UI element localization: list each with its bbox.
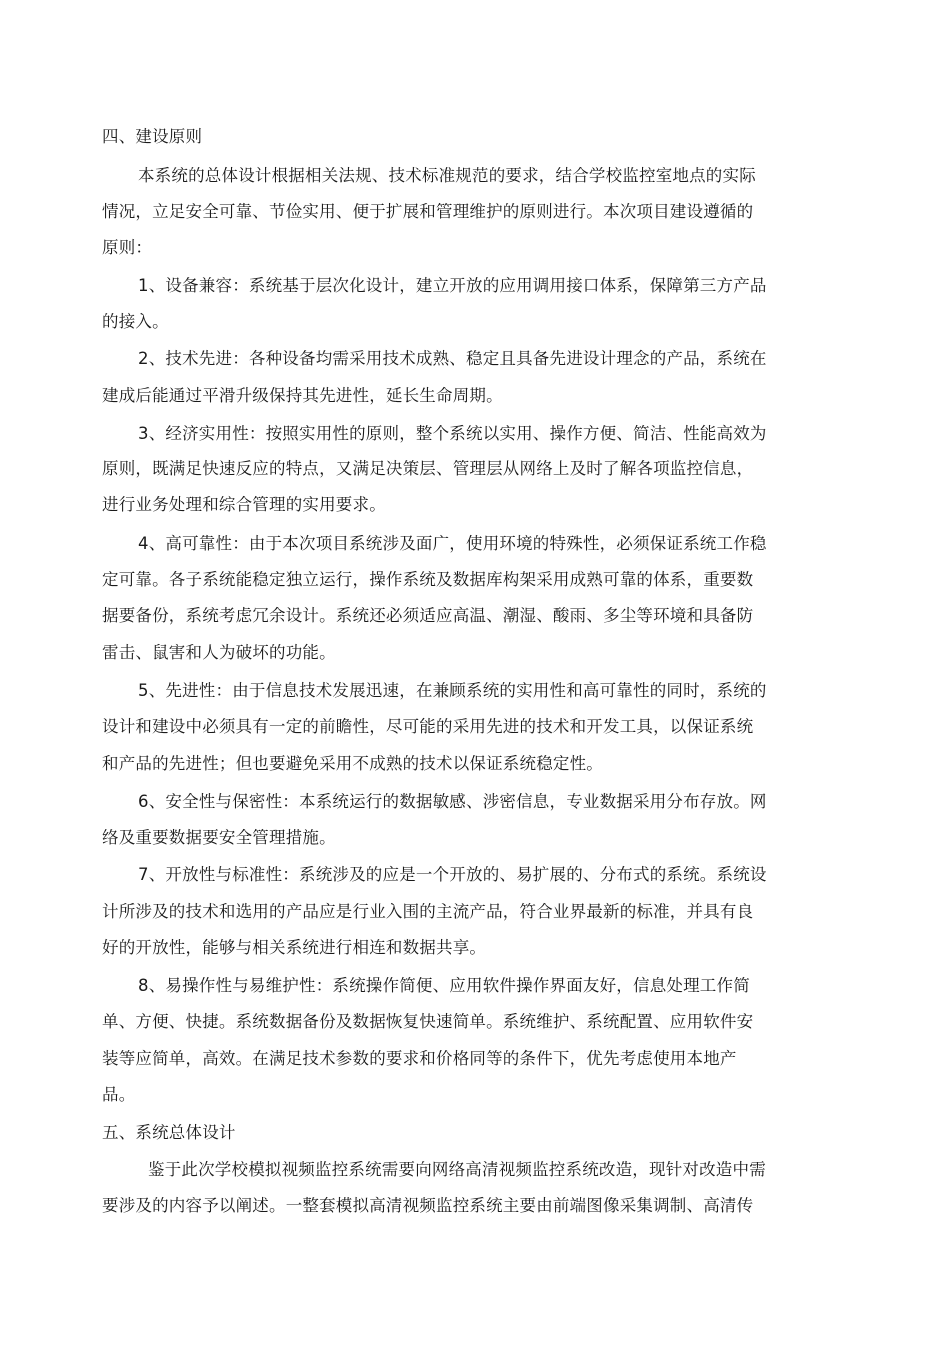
paragraph-line: 本系统的总体设计根据相关法规、技术标准规范的要求，结合学校监控室地点的实际 xyxy=(138,166,756,185)
paragraph-line: 据要备份，系统考虑冗余设计。系统还必须适应高温、潮湿、酸雨、多尘等环境和具备防 xyxy=(102,606,754,625)
paragraph-line: 雷击、鼠害和人为破坏的功能。 xyxy=(102,643,336,662)
paragraph-line: 2、技术先进：各种设备均需采用技术成熟、稳定且具备先进设计理念的产品，系统在 xyxy=(138,349,767,368)
paragraph-line: 进行业务处理和综合管理的实用要求。 xyxy=(102,495,386,514)
paragraph-line: 装等应简单，高效。在满足技术参数的要求和价格同等的条件下，优先考虑使用本地产 xyxy=(102,1049,737,1068)
paragraph-line: 的接入。 xyxy=(102,312,169,331)
paragraph-line: 好的开放性，能够与相关系统进行相连和数据共享。 xyxy=(102,938,487,957)
paragraph-line: 5、先进性：由于信息技术发展迅速，在兼顾系统的实用性和高可靠性的同时，系统的 xyxy=(138,681,767,700)
paragraph-line: 计所涉及的技术和选用的产品应是行业入围的主流产品，符合业界最新的标准，并具有良 xyxy=(102,902,754,921)
section-heading: 五、系统总体设计 xyxy=(102,1123,236,1142)
paragraph-line: 和产品的先进性；但也要避免采用不成熟的技术以保证系统稳定性。 xyxy=(102,754,603,773)
paragraph-line: 建成后能通过平滑升级保持其先进性，延长生命周期。 xyxy=(102,386,503,405)
paragraph-line: 定可靠。各子系统能稳定独立运行，操作系统及数据库构架采用成熟可靠的体系，重要数 xyxy=(102,570,754,589)
paragraph-line: 6、安全性与保密性：本系统运行的数据敏感、涉密信息，专业数据采用分布存放。网 xyxy=(138,792,767,811)
paragraph-line: 1、设备兼容：系统基于层次化设计，建立开放的应用调用接口体系，保障第三方产品 xyxy=(138,276,767,295)
paragraph-line: 络及重要数据要安全管理措施。 xyxy=(102,828,336,847)
paragraph-line: 设计和建设中必须具有一定的前瞻性，尽可能的采用先进的技术和开发工具，以保证系统 xyxy=(102,717,754,736)
paragraph-line: 单、方便、快捷。系统数据备份及数据恢复快速简单。系统维护、系统配置、应用软件安 xyxy=(102,1012,754,1031)
paragraph-line: 8、易操作性与易维护性：系统操作简便、应用软件操作界面友好，信息处理工作简 xyxy=(138,976,750,995)
paragraph-line: 原则： xyxy=(102,238,153,257)
paragraph-line: 原则，既满足快速反应的特点，又满足决策层、管理层从网络上及时了解各项监控信息， xyxy=(102,459,754,478)
paragraph-line: 情况，立足安全可靠、节俭实用、便于扩展和管理维护的原则进行。本次项目建设遵循的 xyxy=(102,202,754,221)
paragraph-line: 3、经济实用性：按照实用性的原则，整个系统以实用、操作方便、简洁、性能高效为 xyxy=(138,424,767,443)
paragraph-line: 4、高可靠性：由于本次项目系统涉及面广，使用环境的特殊性，必须保证系统工作稳 xyxy=(138,534,767,553)
section-heading: 四、建设原则 xyxy=(102,127,203,146)
paragraph-line: 7、开放性与标准性：系统涉及的应是一个开放的、易扩展的、分布式的系统。系统设 xyxy=(138,865,767,884)
paragraph-line: 品。 xyxy=(102,1085,136,1104)
paragraph-line: 要涉及的内容予以阐述。一整套模拟高清视频监控系统主要由前端图像采集调制、高清传 xyxy=(102,1196,754,1215)
paragraph-line: 鉴于此次学校模拟视频监控系统需要向网络高清视频监控系统改造，现针对改造中需 xyxy=(148,1160,766,1179)
